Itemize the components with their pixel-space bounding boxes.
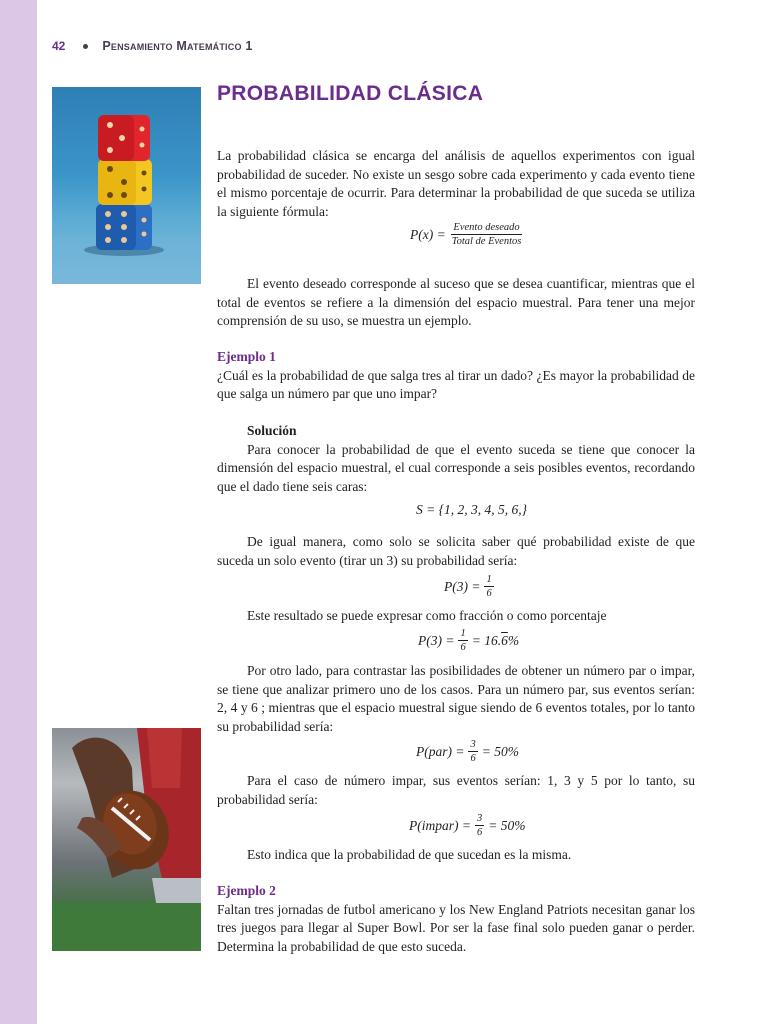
formula-equals: = 16.: [471, 632, 502, 648]
formula-lhs: P(x) =: [410, 226, 446, 242]
solution-paragraph-2: De igual manera, como solo se solicita saber qué probabilidad existe de que suceda un solo evento (tirar un 3) su probabilidad sería:: [217, 534, 695, 568]
fraction-denominator: 6: [460, 642, 466, 653]
formula-lhs: P(3) =: [444, 578, 481, 594]
fraction-numerator: 3: [476, 813, 483, 824]
formula-p3-percent: [418, 627, 519, 654]
fraction-denominator: 6: [470, 753, 476, 764]
sample-space: S = {1, 2, 3, 4, 5, 6,}: [416, 502, 528, 517]
formula-fraction: [468, 738, 477, 765]
formula-fraction: [450, 221, 524, 248]
section-title: PROBABILIDAD CLÁSICA: [217, 82, 484, 105]
fraction-denominator: 6: [486, 588, 492, 599]
example2-text: Faltan tres jornadas de futbol americano y los New England Patriots necesitan ganar los tres juegos para llegar al Super Bowl. Por ser la fase final solo pueden ganar o perder. Determina la probabilidad de que esto suceda.: [217, 901, 695, 954]
example1-question: ¿Cuál es la probabilidad de que salga tres al tirar un dado? ¿Es mayor la probabilidad de que salga un número par que uno impar?: [217, 367, 695, 401]
solution-block: [217, 422, 695, 496]
repeating-digit: 6: [501, 632, 508, 648]
formula-fraction: [458, 627, 467, 654]
solution-paragraph-3: Este resultado se puede expresar como fracción o como porcentaje: [247, 608, 607, 623]
solution-paragraph-6: Esto indica que la probabilidad de que sucedan es la misma.: [247, 847, 572, 862]
formula-lhs: P(impar) =: [409, 817, 471, 833]
formula-lhs: P(3) =: [418, 632, 455, 648]
formula-rhs: = 50%: [488, 817, 526, 833]
formula-rhs: = 50%: [481, 743, 519, 759]
fraction-denominator: Total de Eventos: [451, 236, 522, 247]
example1-block: [217, 348, 695, 404]
fraction-denominator: 6: [476, 827, 483, 838]
solution-paragraph-5: Para el caso de número impar, sus eventos serían: 1, 3 y 5 por lo tanto, su probabilidad sería:: [217, 773, 695, 807]
intro-paragraph: La probabilidad clásica se encarga del análisis de aquellos experimentos con igual probabilidad de suceder. No existe un sesgo sobre cada experimento y cada evento tiene el mismo porcentaje de ocurrir. Para determinar la probabilidad de que suceda se utiliza la siguiente fórmula:: [217, 148, 695, 219]
page-header: [52, 37, 252, 55]
formula-par: [416, 738, 519, 765]
event-paragraph: El evento deseado corresponde al suceso que se desea cuantificar, mientras que el total de eventos se refiere a la dimensión del espacio muestral. Para tener una mejor comprensión de su uso, se muestra un ejemplo.: [217, 276, 695, 328]
bullet-separator: [83, 44, 88, 49]
fraction-numerator: Evento deseado: [453, 222, 520, 233]
fraction-numerator: 1: [460, 628, 466, 639]
football-illustration: [52, 728, 201, 951]
fraction-numerator: 1: [486, 574, 492, 585]
formula-impar: [409, 812, 525, 839]
formula-fraction: [475, 812, 484, 839]
solution-paragraph-1: Para conocer la probabilidad de que el evento suceda se tiene que conocer la dimensión del espacio muestral, el cual corresponde a seis posibles eventos, recordando que el dado tiene seis caras:: [217, 441, 695, 494]
solution-heading: Solución: [247, 423, 297, 438]
book-title: Pensamiento Matemático 1: [102, 39, 253, 53]
percent-sign: %: [507, 632, 520, 648]
main-formula: [410, 221, 527, 248]
example2-block: [217, 882, 695, 956]
solution-paragraph-4: Por otro lado, para contrastar las posibilidades de obtener un número par o impar, se tiene que analizar primero uno de los casos. Para un número par, sus eventos serían: 2, 4 y 6 ; mientras que el espacio muestral sigue siendo de 6 eventos totales, por lo tanto su probabilidad sería:: [217, 663, 695, 734]
formula-p3: [444, 573, 498, 600]
formula-lhs: P(par) =: [416, 743, 465, 759]
dice-photo: [52, 87, 201, 284]
example1-heading: Ejemplo 1: [217, 349, 276, 364]
fraction-numerator: 3: [470, 739, 476, 750]
page-number: 42: [52, 39, 66, 53]
dice-illustration: [52, 87, 201, 284]
football-player-photo: [52, 728, 201, 951]
formula-fraction: [484, 573, 493, 600]
side-strip: [0, 0, 37, 1024]
example2-heading: Ejemplo 2: [217, 883, 276, 898]
